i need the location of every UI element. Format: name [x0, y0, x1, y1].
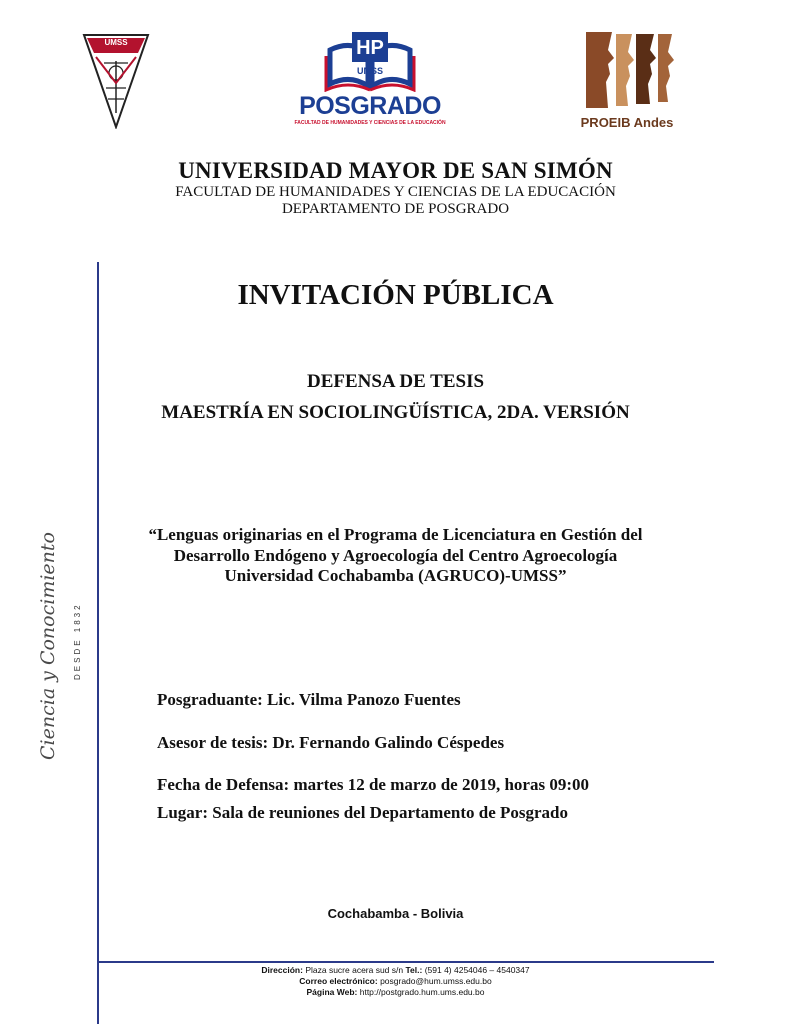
address-value: Plaza sucre acera sud s/n [302, 965, 406, 975]
footer-web [0, 987, 791, 997]
defense-label: DEFENSA DE TESIS [306, 371, 485, 392]
program-name: MAESTRÍA EN SOCIOLINGÜÍSTICA, 2DA. VERSIÓN [161, 402, 630, 423]
footer-address [0, 965, 791, 975]
department-name: DEPARTAMENTO DE POSGRADO [281, 201, 510, 217]
proeib-logo [572, 30, 682, 130]
posgrado-logo-text: POSGRADO [299, 92, 441, 120]
motto-text: Ciencia y Conocimiento [37, 532, 59, 760]
defense-place: Lugar: Sala de reuniones del Departamento de Posgrado [157, 803, 568, 822]
phone-value: (591 4) 4254046 – 4540347 [422, 965, 530, 975]
city-country: Cochabamba - Bolivia [327, 906, 464, 921]
defense-date: Fecha de Defensa: martes 12 de marzo de 2019, horas 09:00 [157, 775, 589, 794]
umss-logo [82, 33, 150, 129]
posgrado-book-icon [290, 30, 450, 92]
thesis-title-line: “Lenguas originarias en el Programa de Licenciatura en Gestión del [148, 525, 643, 544]
faculty-name: FACULTAD DE HUMANIDADES Y CIENCIAS DE LA EDUCACIÓN [175, 184, 616, 200]
web-label: Página Web: [306, 987, 358, 997]
page-title: INVITACIÓN PÚBLICA [237, 279, 554, 311]
posgrado-badge: UMSS [356, 66, 383, 76]
web-link[interactable]: http://postgrado.hum.ums.edu.bo [357, 987, 485, 997]
email-value[interactable]: posgrado@hum.umss.edu.bo [377, 976, 492, 986]
faces-profile-icon [572, 30, 682, 112]
proeib-logo-text: PROEIB Andes [580, 115, 674, 130]
university-name: UNIVERSIDAD MAYOR DE SAN SIMÓN [178, 158, 613, 183]
thesis-title-line: Universidad Cochabamba (AGRUCO)-UMSS” [224, 566, 567, 585]
footer-rule [97, 961, 714, 963]
postgraduate-name: Posgraduante: Lic. Vilma Panozo Fuentes [157, 690, 461, 709]
motto-since: DESDE 1832 [73, 602, 82, 680]
posgrado-logo-subtitle: FACULTAD DE HUMANIDADES Y CIENCIAS DE LA EDUCACIÓN [294, 120, 446, 126]
posgrado-logo [290, 30, 450, 130]
umss-logo-text: UMSS [104, 38, 128, 47]
svg-text:HP: HP [356, 37, 384, 59]
thesis-advisor: Asesor de tesis: Dr. Fernando Galindo Céspedes [157, 733, 505, 752]
phone-label: Tel.: [405, 965, 423, 975]
address-label: Dirección: [261, 965, 303, 975]
footer-email [0, 976, 791, 986]
umss-shield-icon [82, 33, 150, 129]
thesis-title-line: Desarrollo Endógeno y Agroecología del Centro Agroecología [173, 546, 618, 565]
email-label: Correo electrónico: [299, 976, 378, 986]
